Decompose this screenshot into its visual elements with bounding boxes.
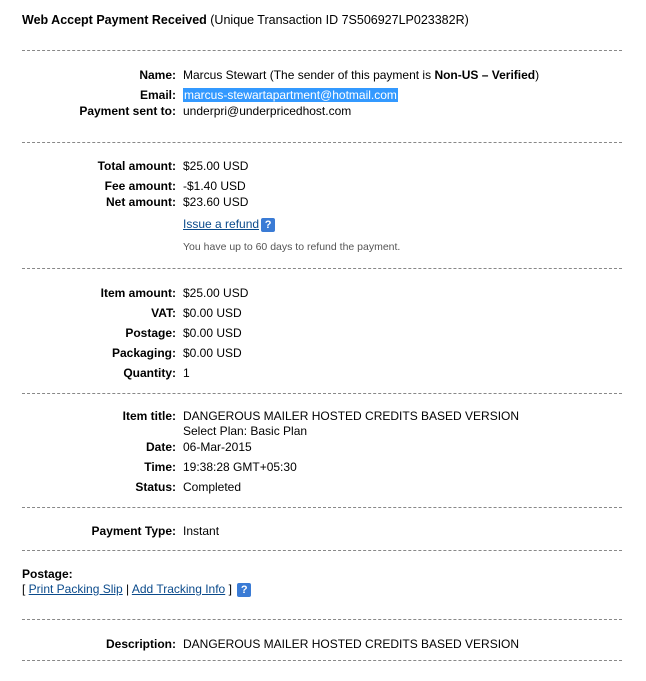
page-title bbox=[22, 13, 469, 27]
name-value bbox=[183, 68, 539, 82]
email-value[interactable]: marcus-stewartapartment@hotmail.com bbox=[184, 88, 397, 102]
sender-status: Non-US – Verified bbox=[434, 68, 536, 82]
divider bbox=[22, 550, 622, 551]
item-amount-value: $25.00 USD bbox=[183, 286, 249, 300]
refund-row bbox=[183, 217, 275, 232]
quantity-label: Quantity: bbox=[123, 366, 176, 380]
help-icon[interactable]: ? bbox=[261, 218, 275, 232]
divider bbox=[22, 268, 622, 269]
bracket-close: ] bbox=[225, 582, 232, 596]
description-label: Description: bbox=[105, 637, 176, 651]
divider bbox=[22, 660, 622, 661]
title-transaction-id: (Unique Transaction ID 7S506927LP023382R) bbox=[206, 13, 469, 27]
vat-label: VAT: bbox=[151, 306, 176, 320]
email-label: Email: bbox=[139, 88, 176, 102]
quantity-value: 1 bbox=[183, 366, 190, 380]
refund-note: You have up to 60 days to refund the payment. bbox=[183, 241, 401, 253]
postage-label: Postage: bbox=[125, 326, 176, 340]
date-value: 06-Mar-2015 bbox=[183, 440, 252, 454]
status-label: Status: bbox=[135, 480, 176, 494]
postage-value: $0.00 USD bbox=[183, 326, 242, 340]
payment-sent-to-label: Payment sent to: bbox=[79, 104, 176, 118]
add-tracking-info-link[interactable]: Add Tracking Info bbox=[131, 582, 226, 596]
item-amount-label: Item amount: bbox=[100, 286, 176, 300]
payment-type-value: Instant bbox=[183, 524, 220, 538]
divider bbox=[22, 619, 622, 620]
item-title-label: Item title: bbox=[122, 409, 176, 423]
divider bbox=[22, 393, 622, 394]
packaging-label: Packaging: bbox=[111, 346, 176, 360]
link-divider: | bbox=[122, 582, 132, 596]
status-value: Completed bbox=[183, 480, 242, 494]
print-packing-slip-link[interactable]: Print Packing Slip bbox=[28, 582, 123, 596]
title-bold: Web Accept Payment Received bbox=[22, 13, 207, 27]
packaging-value: $0.00 USD bbox=[183, 346, 242, 360]
sender-note-prefix: (The sender of this payment is bbox=[266, 68, 435, 82]
vat-value: $0.00 USD bbox=[183, 306, 242, 320]
email-value-wrap bbox=[183, 88, 398, 102]
postage-heading: Postage: bbox=[22, 567, 73, 581]
sender-name: Marcus Stewart bbox=[183, 68, 267, 82]
divider bbox=[22, 507, 622, 508]
total-amount-label: Total amount: bbox=[97, 159, 176, 173]
total-amount-value: $25.00 USD bbox=[183, 159, 249, 173]
divider bbox=[22, 50, 622, 51]
net-amount-label: Net amount: bbox=[106, 195, 176, 209]
payment-type-label: Payment Type: bbox=[91, 524, 176, 538]
help-icon[interactable]: ? bbox=[237, 583, 251, 597]
description-value: DANGEROUS MAILER HOSTED CREDITS BASED VERSION bbox=[183, 637, 520, 651]
item-plan-value: Select Plan: Basic Plan bbox=[183, 424, 308, 438]
issue-refund-link[interactable]: Issue a refund bbox=[183, 217, 260, 231]
time-label: Time: bbox=[144, 460, 176, 474]
fee-amount-label: Fee amount: bbox=[104, 179, 176, 193]
sender-note-suffix: ) bbox=[535, 68, 540, 82]
time-value: 19:38:28 GMT+05:30 bbox=[183, 460, 297, 474]
divider bbox=[22, 142, 622, 143]
name-label: Name: bbox=[139, 68, 176, 82]
date-label: Date: bbox=[145, 440, 176, 454]
item-title-value: DANGEROUS MAILER HOSTED CREDITS BASED VERSION bbox=[183, 409, 520, 423]
bracket-open: [ bbox=[22, 582, 29, 596]
payment-sent-to-value: underpri@underpricedhost.com bbox=[183, 104, 352, 118]
postage-actions bbox=[22, 582, 251, 597]
fee-amount-value: -$1.40 USD bbox=[183, 179, 246, 193]
net-amount-value: $23.60 USD bbox=[183, 195, 249, 209]
